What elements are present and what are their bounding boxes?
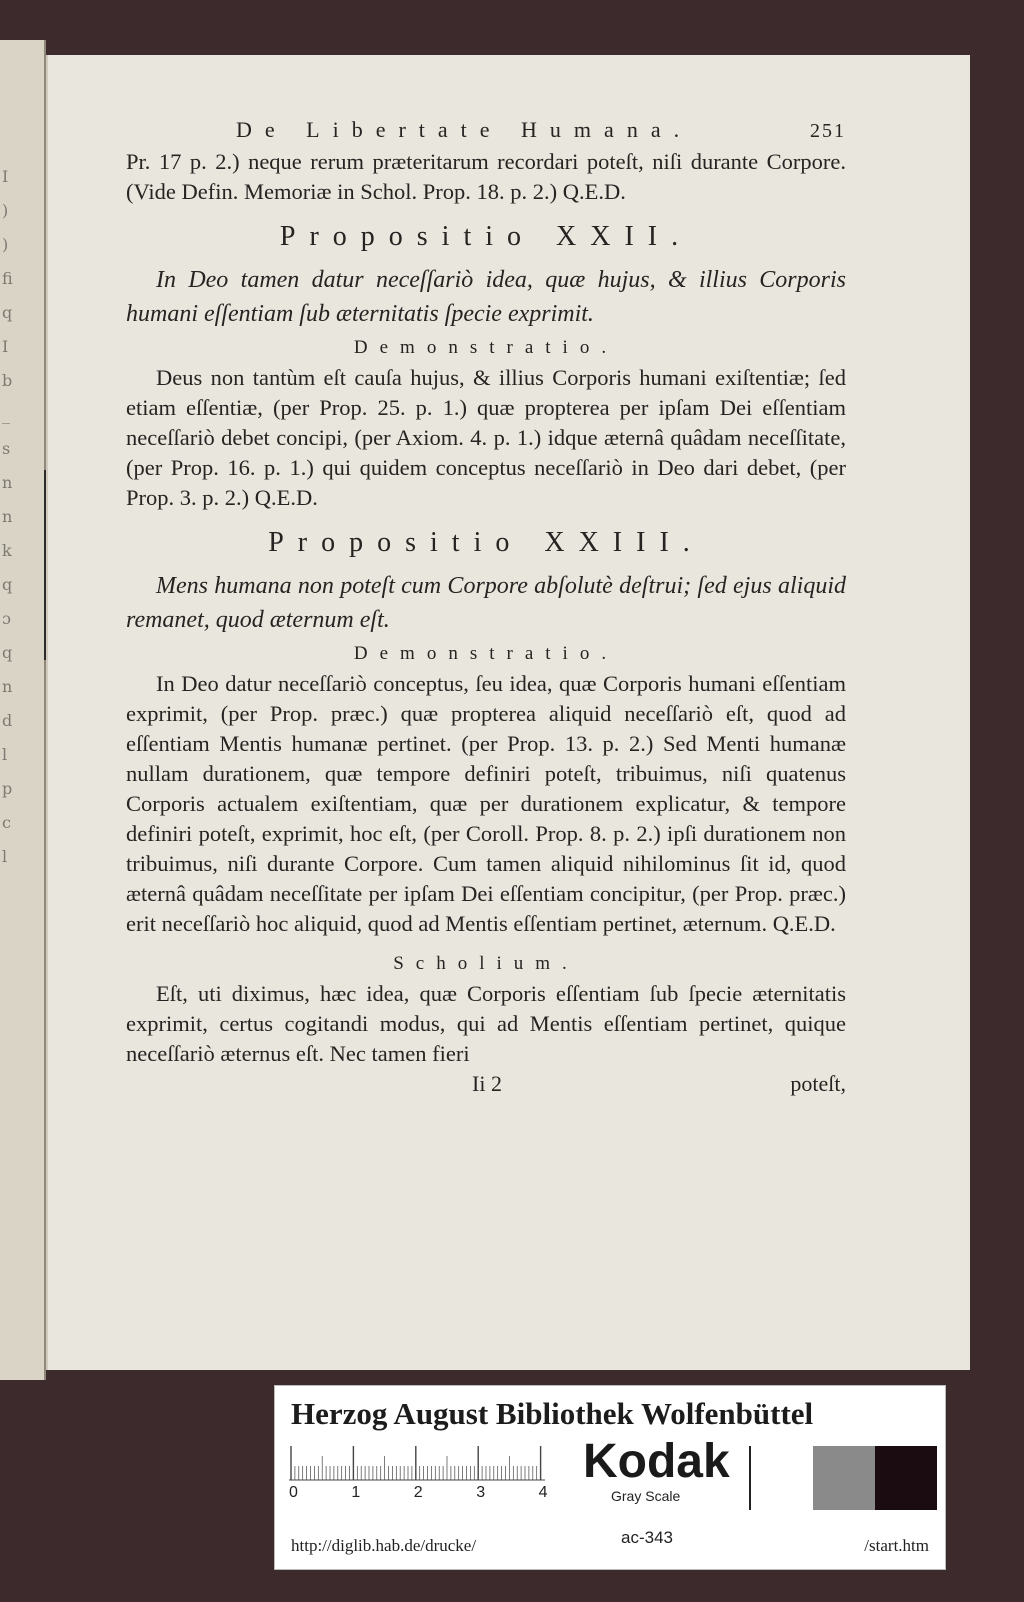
ruler-label: 2 [413, 1484, 423, 1501]
facing-page-mark: ɔ [2, 609, 11, 628]
facing-page-mark: l [2, 745, 8, 764]
proposition-23-text: Mens humana non poteſt cum Corpore abſolutè deſtrui; ſed ejus aliquid remanet, quod æternum eſt. [126, 573, 846, 633]
gray-swatch [751, 1446, 813, 1510]
demonstration-1-title: Demonstratio. [353, 337, 619, 358]
running-title: De Libertate Humana. [236, 117, 693, 142]
facing-page-mark: n [2, 677, 13, 696]
ruler-label: 3 [476, 1484, 486, 1501]
facing-page-edge [0, 40, 46, 1380]
facing-page-mark: c [2, 813, 11, 832]
color-target-card [274, 1385, 946, 1570]
facing-page-mark: l [2, 847, 8, 866]
facing-page-mark: I [2, 167, 9, 186]
book-page [46, 55, 970, 1370]
running-header [236, 117, 846, 143]
page-footer [126, 1071, 846, 1097]
facing-page-mark: ) [2, 201, 9, 220]
gray-swatches [749, 1446, 937, 1510]
facing-page-mark: k [2, 541, 12, 560]
scholium-title: Scholium. [393, 953, 579, 974]
facing-page-mark: n [2, 473, 13, 492]
scholium-text: Eſt, uti diximus, hæc idea, quæ Corporis eſſentiam ſub ſpecie æternitatis exprimit, certus cogitandi modus, qui ad Mentis eſſentiam pertinet, quique neceſſariò æternus eſt. Nec tamen fieri [126, 981, 846, 1066]
facing-page-marks [2, 160, 22, 874]
demonstration-1-text: Deus non tantùm eſt cauſa hujus, & illius Corporis humani exiſtentiæ; ſed etiam eſſentiæ, (per Prop. 25. p. 1.) quæ propterea per ipſam Dei eſſentiam neceſſariò debet concipi, (per Axiom. 4. p. 1.) idque æternâ quâdam neceſſitate, (per Prop. 16. p. 1.) qui quidem conceptus neceſſariò in Deo dari debet, (per Prop. 3. p. 2.) Q.E.D. [126, 365, 846, 510]
ruler-label: 0 [289, 1484, 298, 1501]
gray-scale-label: Gray Scale [611, 1488, 681, 1504]
facing-page-mark: I [2, 337, 9, 356]
signature-mark: Ii 2 [472, 1071, 502, 1096]
facing-page-mark: n [2, 507, 13, 526]
demonstration-2-text: In Deo datur neceſſariò conceptus, ſeu idea, quæ Corporis humani eſſentiam exprimit, (per Prop. præc.) quæ propterea aliquid neceſſariò eſt, quod ad eſſentiam Mentis humanæ pertinet. (per Prop. 13. p. 2.) Sed Menti humanæ nullam durationem, quæ tempore definiri poteſt, tribuimus, niſi quatenus Corporis actualem exiſtentiam, quæ per durationem explicatur, & tempore definiri poteſt, exprimit, hoc eſt, (per Coroll. Prop. 8. p. 2.) ipſi durationem non tribuimus, niſi durante Corpore. Cum tamen aliquid nihilominus ſit id, quod æternâ quâdam neceſſitate per ipſam Dei eſſentiam concipitur, (per Prop. præc.) erit neceſſariò hoc aliquid, quod ad Mentis eſſentiam pertinet, æternum. Q.E.D. [126, 671, 846, 936]
facing-page-mark: p [2, 779, 13, 798]
proposition-22-title: Propositio XXII. [279, 221, 693, 252]
url-prefix: http://diglib.hab.de/drucke/ [291, 1536, 477, 1555]
facing-page-mark: b [2, 371, 13, 390]
intro-paragraph: Pr. 17 p. 2.) neque rerum præteritarum recordari poteſt, niſi durante Corpore. (Vide Defin. Memoriæ in Schol. Prop. 18. p. 2.) Q.E.D. [126, 149, 846, 204]
library-name: Herzog August Bibliothek Wolfenbüttel [291, 1396, 814, 1431]
page-number: 251 [810, 120, 846, 142]
facing-page-mark: _ [2, 405, 10, 424]
facing-page-mark: s [2, 439, 11, 458]
facing-page-mark: fi [2, 269, 13, 288]
facing-page-mark: d [2, 711, 13, 730]
facing-page-mark: q [2, 575, 13, 594]
proposition-22-text: In Deo tamen datur neceſſariò idea, quæ hujus, & illius Corporis humani eſſentiam ſub æternitatis ſpecie exprimit. [126, 267, 846, 327]
ruler-label: 4 [538, 1484, 548, 1501]
gray-swatch [813, 1446, 875, 1510]
gray-swatch [875, 1446, 937, 1510]
page-text-block [126, 117, 846, 1097]
catchword: poteſt, [790, 1071, 846, 1096]
kodak-logo: Kodak [583, 1435, 730, 1488]
shelf-code: ac-343 [621, 1528, 673, 1547]
facing-page-mark: q [2, 303, 13, 322]
ruler-scale [289, 1442, 549, 1482]
demonstration-2-title: Demonstratio. [353, 643, 619, 664]
facing-page-mark: ) [2, 235, 9, 254]
ruler-label: 1 [351, 1484, 361, 1501]
proposition-23-title: Propositio XXIII. [268, 527, 704, 558]
facing-page-mark: q [2, 643, 13, 662]
url-suffix: /start.htm [864, 1536, 929, 1555]
